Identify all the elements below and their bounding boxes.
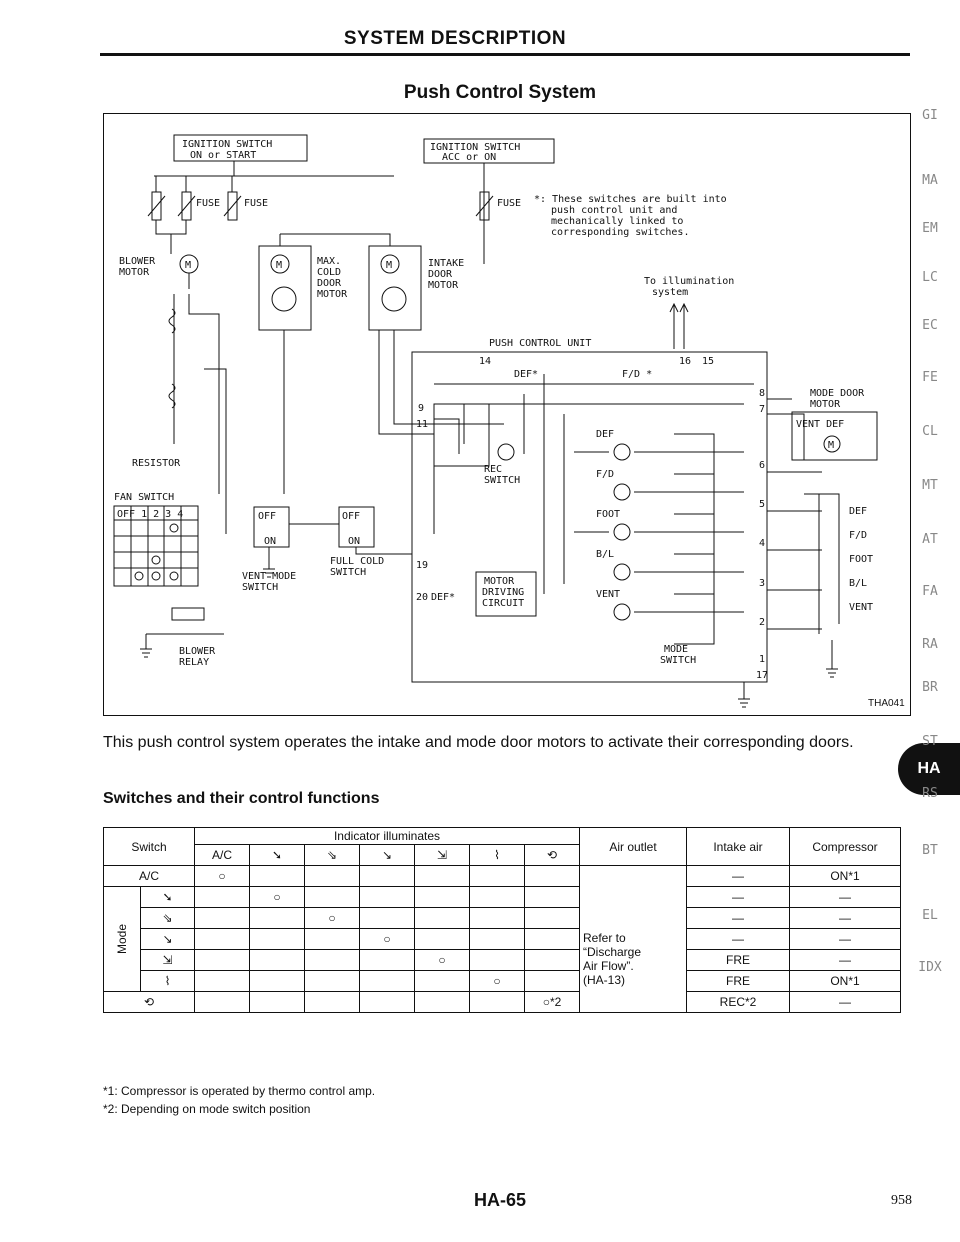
ign-switch-2-state: ACC or ON <box>442 152 497 163</box>
intake-motor-box <box>369 246 421 330</box>
illumination-label-1: To illumination <box>644 276 735 287</box>
side-tab-mt[interactable]: MT <box>922 478 938 493</box>
cell <box>250 866 305 887</box>
on-label-1: ON <box>264 536 277 547</box>
side-tab-ra[interactable]: RA <box>922 637 938 652</box>
cell: ○ <box>250 887 305 908</box>
side-tab-gi[interactable]: GI <box>922 108 938 123</box>
compressor-cell: — <box>790 950 901 971</box>
vent-def-label: VENT DEF <box>796 419 845 430</box>
side-tab-ec[interactable]: EC <box>922 318 938 333</box>
cell <box>250 950 305 971</box>
foot-defrost-mode-icon: ⇲ <box>141 950 195 971</box>
cell <box>415 929 470 950</box>
cell <box>415 887 470 908</box>
ind-recirculation-icon: ⟲ <box>525 845 580 866</box>
motor-driving-label-1: MOTOR <box>484 576 515 587</box>
page-header-title: SYSTEM DESCRIPTION <box>343 28 567 49</box>
switch-function-table <box>103 827 901 1013</box>
cell <box>470 908 525 929</box>
cell <box>470 992 525 1013</box>
intake-label-1: INTAKE <box>428 258 465 269</box>
cell <box>195 908 250 929</box>
cell <box>250 929 305 950</box>
side-tab-cl[interactable]: CL <box>922 424 938 439</box>
cell <box>360 971 415 992</box>
pin-11: 11 <box>416 419 429 430</box>
air-outlet-line-2: “Discharge <box>583 945 642 959</box>
vent-mode-switch-label-2: SWITCH <box>242 582 279 593</box>
col-intake-header: Intake air <box>687 828 790 866</box>
side-tab-rs[interactable]: RS <box>922 786 938 801</box>
cell <box>525 971 580 992</box>
pin-7: 7 <box>759 404 766 415</box>
intake-cell: — <box>687 866 790 887</box>
cell: ○ <box>305 908 360 929</box>
motor-driving-label-2: DRIVING <box>482 587 525 598</box>
blower-motor-label-2: MOTOR <box>119 267 150 278</box>
cell <box>305 866 360 887</box>
pin-5: 5 <box>759 499 766 510</box>
footnote-2: *2: Depending on mode switch position <box>103 1102 311 1116</box>
side-tab-em[interactable]: EM <box>922 221 938 236</box>
bilevel-mode-icon: ⇘ <box>141 908 195 929</box>
cell: ○ <box>470 971 525 992</box>
cell <box>470 950 525 971</box>
ind-defrost-icon: ⌇ <box>470 845 525 866</box>
intake-cell: — <box>687 929 790 950</box>
intro-paragraph: This push control system operates the intake and mode door motors to activate their corresponding doors. <box>103 734 854 751</box>
note-line-4: corresponding switches. <box>551 227 690 238</box>
note-line-3: mechanically linked to <box>551 216 684 227</box>
intake-label-3: MOTOR <box>428 280 459 291</box>
cell <box>250 971 305 992</box>
cell <box>415 992 470 1013</box>
push-control-unit-label: PUSH CONTROL UNIT <box>489 338 592 349</box>
cell <box>360 950 415 971</box>
cell <box>195 950 250 971</box>
recirculation-switch-icon: ⟲ <box>104 992 195 1013</box>
svg-text:M: M <box>828 440 835 451</box>
mode-door-label-2: MOTOR <box>810 399 841 410</box>
side-tab-ma[interactable]: MA <box>922 173 938 188</box>
svg-text:M: M <box>185 260 192 271</box>
fd-star-label: F/D * <box>622 369 653 380</box>
blower-relay-label-1: BLOWER <box>179 646 216 657</box>
illumination-label-2: system <box>652 287 689 298</box>
ind-vent-icon: ➘ <box>250 845 305 866</box>
ind-foot-defrost-icon: ⇲ <box>415 845 470 866</box>
cell <box>415 866 470 887</box>
cell <box>470 887 525 908</box>
mode-door-def: DEF <box>849 506 868 517</box>
wiring-diagram-svg <box>104 114 910 715</box>
col-switch-header: Switch <box>104 828 195 866</box>
def-star-label: DEF* <box>514 369 539 380</box>
fan-switch-label: FAN SWITCH <box>114 492 175 503</box>
cell <box>195 887 250 908</box>
ind-ac-header: A/C <box>195 845 250 866</box>
fuse-label-2: FUSE <box>244 198 269 209</box>
on-label-2: ON <box>348 536 361 547</box>
sheet-number: 958 <box>891 1193 912 1208</box>
pin-4: 4 <box>759 538 766 549</box>
cell <box>250 908 305 929</box>
mode-switch-label-1: MODE <box>664 644 689 655</box>
pin-15: 15 <box>702 356 715 367</box>
pin-1: 1 <box>759 654 766 665</box>
cell <box>415 971 470 992</box>
intake-cell: REC*2 <box>687 992 790 1013</box>
cell <box>195 992 250 1013</box>
compressor-cell: — <box>790 992 901 1013</box>
mode-switch-label-2: SWITCH <box>660 655 697 666</box>
defrost-mode-icon: ⌇ <box>141 971 195 992</box>
compressor-cell: ON*1 <box>790 971 901 992</box>
mode-label: Mode <box>115 923 130 955</box>
mode-door-label-1: MODE DOOR <box>810 388 865 399</box>
air-outlet-line-4: (HA-13) <box>583 973 626 987</box>
vent-mode-icon: ➘ <box>141 887 195 908</box>
cell <box>305 929 360 950</box>
foot-indicator-label: FOOT <box>596 509 621 520</box>
cell <box>470 866 525 887</box>
pin-9: 9 <box>418 403 425 414</box>
def-star-label-2: DEF* <box>431 592 456 603</box>
pin-19: 19 <box>416 560 429 571</box>
side-tab-idx[interactable]: IDX <box>918 960 942 975</box>
air-outlet-line-1: Refer to <box>583 931 626 945</box>
side-tab-br[interactable]: BR <box>922 680 938 695</box>
cell: ○ <box>415 950 470 971</box>
motor-driving-label-3: CIRCUIT <box>482 598 525 609</box>
side-tab-st[interactable]: ST <box>922 734 938 749</box>
cell <box>250 992 305 1013</box>
air-outlet-line-3: Air Flow”. <box>583 959 634 973</box>
cell <box>360 887 415 908</box>
cell <box>360 992 415 1013</box>
max-cold-label-2: COLD <box>317 267 342 278</box>
cell: ○*2 <box>525 992 580 1013</box>
mode-door-bl: B/L <box>849 578 868 589</box>
rec-switch-label-1: REC <box>484 464 503 475</box>
foot-mode-icon: ↘ <box>141 929 195 950</box>
ind-foot-icon: ↘ <box>360 845 415 866</box>
header-rule <box>100 53 910 56</box>
cell <box>305 887 360 908</box>
max-cold-label-3: DOOR <box>317 278 342 289</box>
mode-door-vent: VENT <box>849 602 874 613</box>
svg-text:M: M <box>386 260 393 271</box>
fuse-label-1: FUSE <box>196 198 221 209</box>
air-outlet-cell <box>580 866 687 1013</box>
intake-cell: — <box>687 887 790 908</box>
note-line-2: push control unit and <box>551 205 678 216</box>
cell <box>305 950 360 971</box>
pin-14: 14 <box>479 356 492 367</box>
svg-text:M: M <box>276 260 283 271</box>
wiring-diagram <box>103 113 911 716</box>
cell <box>195 929 250 950</box>
col-air-outlet-header: Air outlet <box>580 828 687 866</box>
page-number-label: HA-65 <box>473 1190 526 1210</box>
vent-mode-switch-label-1: VENT MODE <box>242 571 297 582</box>
resistor-label: RESISTOR <box>132 458 181 469</box>
intake-cell: — <box>687 908 790 929</box>
ign-switch-1-state: ON or START <box>190 150 257 161</box>
cell <box>360 908 415 929</box>
col-indicator-header: Indicator illuminates <box>195 828 580 845</box>
footnote-1: *1: Compressor is operated by thermo control amp. <box>103 1084 376 1098</box>
intake-label-2: DOOR <box>428 269 453 280</box>
cell <box>525 950 580 971</box>
cell <box>195 971 250 992</box>
max-cold-label-1: MAX. <box>317 256 342 267</box>
blower-motor-label-1: BLOWER <box>119 256 156 267</box>
side-tab-lc[interactable]: LC <box>922 270 938 285</box>
side-tab-active[interactable]: HA <box>898 743 960 795</box>
full-cold-switch-label-1: FULL COLD <box>330 556 385 567</box>
def-indicator-label: DEF <box>596 429 615 440</box>
note-line-1: *: These switches are built into <box>534 194 727 205</box>
cell <box>360 866 415 887</box>
side-tab-el[interactable]: EL <box>922 908 938 923</box>
pin-2: 2 <box>759 617 766 628</box>
full-cold-switch-label-2: SWITCH <box>330 567 367 578</box>
mode-door-foot: FOOT <box>849 554 874 565</box>
pin-17: 17 <box>756 670 769 681</box>
intake-cell: FRE <box>687 950 790 971</box>
bl-indicator-label: B/L <box>596 549 615 560</box>
rec-switch-label-2: SWITCH <box>484 475 521 486</box>
ign-switch-1-label: IGNITION SWITCH <box>182 139 273 150</box>
row-ac-label: A/C <box>104 866 195 887</box>
cell <box>525 929 580 950</box>
rec-switch-box <box>434 404 489 466</box>
pin-20: 20 <box>416 592 429 603</box>
compressor-cell: — <box>790 908 901 929</box>
cell <box>305 971 360 992</box>
max-cold-label-4: MOTOR <box>317 289 348 300</box>
vent-indicator-label: VENT <box>596 589 621 600</box>
side-tab-fe[interactable]: FE <box>922 370 938 385</box>
intake-cell: FRE <box>687 971 790 992</box>
ign-switch-2-label: IGNITION SWITCH <box>430 142 521 153</box>
compressor-cell: ON*1 <box>790 866 901 887</box>
compressor-cell: — <box>790 929 901 950</box>
max-cold-motor-box <box>259 246 311 330</box>
diagram-code: THA041 <box>868 698 905 709</box>
fd-indicator-label: F/D <box>596 469 615 480</box>
off-label-2: OFF <box>342 511 361 522</box>
col-compressor-header: Compressor <box>790 828 901 866</box>
side-tab-at[interactable]: AT <box>922 532 938 547</box>
mode-label-cell <box>104 887 141 992</box>
cell <box>470 929 525 950</box>
fan-switch-positions: OFF 1 2 3 4 <box>117 509 184 520</box>
section-title: Push Control System <box>403 82 597 103</box>
cell <box>305 992 360 1013</box>
cell <box>415 908 470 929</box>
cell: ○ <box>360 929 415 950</box>
compressor-cell: — <box>790 887 901 908</box>
pin-8: 8 <box>759 388 766 399</box>
off-label-1: OFF <box>258 511 277 522</box>
pin-16: 16 <box>679 356 692 367</box>
ind-bilevel-icon: ⇘ <box>305 845 360 866</box>
switches-heading: Switches and their control functions <box>103 790 380 807</box>
blower-relay-label-2: RELAY <box>179 657 210 668</box>
cell <box>525 887 580 908</box>
fuse-label-3: FUSE <box>497 198 522 209</box>
pin-3: 3 <box>759 578 766 589</box>
side-tab-bt[interactable]: BT <box>922 843 938 858</box>
cell <box>525 866 580 887</box>
pin-6: 6 <box>759 460 766 471</box>
cell: ○ <box>195 866 250 887</box>
mode-door-fd: F/D <box>849 530 868 541</box>
side-tab-fa[interactable]: FA <box>922 584 938 599</box>
cell <box>525 908 580 929</box>
